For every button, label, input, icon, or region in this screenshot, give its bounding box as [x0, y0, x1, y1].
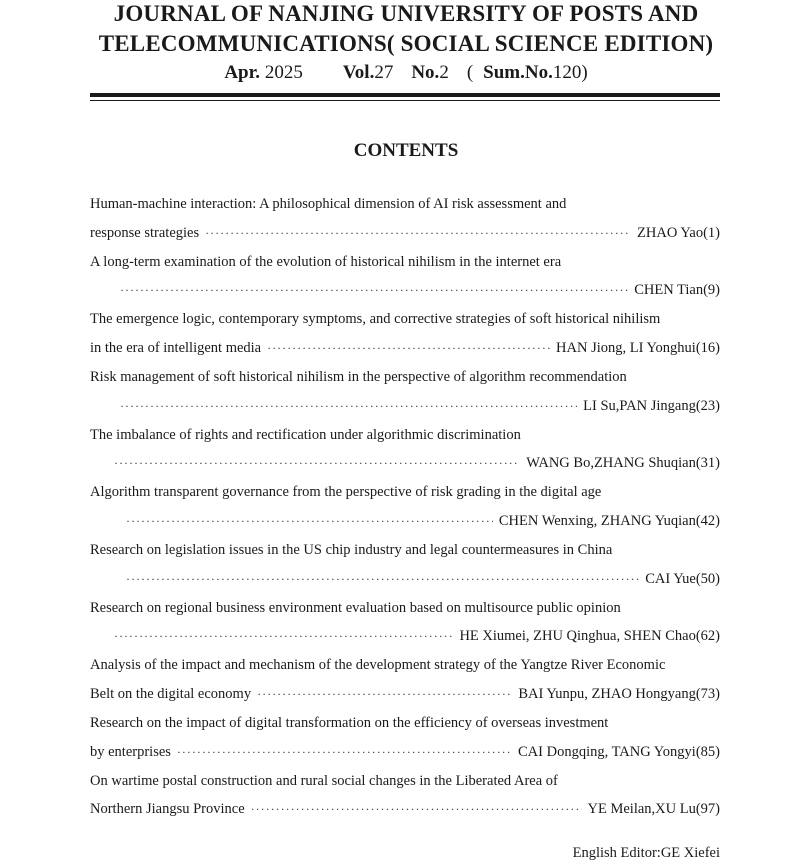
journal-title-line-2: TELECOMMUNICATIONS( SOCIAL SCIENCE EDITION) — [98, 31, 714, 56]
toc-entry-authors: CAI Yue(50) — [645, 571, 720, 587]
toc-entry-authors: LI Su,PAN Jingang(23) — [583, 398, 720, 414]
toc-entry-authors: CHEN Wenxing, ZHANG Yuqian(42) — [498, 513, 720, 529]
toc-entry-authors: CHEN Tian(9) — [634, 282, 720, 298]
toc-entry-title[interactable]: Research on regional business environment evaluation based on multisource public opinion — [90, 600, 621, 616]
header-rule-thick — [90, 93, 720, 97]
toc-entry-title[interactable]: Algorithm transparent governance from the perspective of risk grading in the digital age — [90, 484, 602, 500]
toc-entry-authors: ZHAO Yao(1) — [637, 225, 720, 241]
toc-entry-authors: YE Meilan,XU Lu(97) — [587, 801, 720, 817]
issue-sum: 120 — [552, 62, 582, 83]
contents-heading: CONTENTS — [353, 140, 459, 161]
leader-dots — [126, 509, 493, 533]
toc-entry-line[interactable]: Northern Jiangsu Province ····· YE Meilan,XU Lu(97) — [90, 797, 720, 821]
toc-entry-line[interactable] — [90, 278, 720, 302]
toc-entry-title[interactable]: On wartime postal construction and rural social changes in the Liberated Area of — [90, 773, 558, 789]
issue-sum-label: Sum.No. — [483, 62, 553, 83]
issue-no-label: No. — [411, 62, 440, 83]
issue-sum-open: ( — [466, 62, 474, 83]
leader-dots — [120, 278, 628, 302]
toc-entry-title[interactable]: Human-machine interaction: A philosophical dimension of AI risk assessment and — [90, 196, 567, 212]
leader-dots — [126, 567, 639, 591]
issue-no: 2 — [439, 62, 449, 83]
issue-vol: 27 — [374, 62, 394, 83]
issue-info — [0, 60, 812, 86]
toc-entry-line[interactable] — [90, 567, 720, 591]
leader-dots — [257, 682, 512, 706]
issue-sum-close: ) — [581, 62, 588, 83]
toc-entry-authors: WANG Bo,ZHANG Shuqian(31) — [526, 455, 720, 471]
leader-dots — [177, 740, 512, 764]
leader-dots — [114, 624, 453, 648]
toc-entry-authors: HE Xiumei, ZHU Qinghua, SHEN Chao(62) — [459, 628, 720, 644]
issue-year: 2025 — [264, 62, 303, 83]
issue-vol-label: Vol. — [342, 62, 375, 83]
leader-dots — [267, 336, 550, 360]
toc-entry-authors: HAN Jiong, LI Yonghui(16) — [556, 340, 720, 356]
leader-dots — [114, 451, 520, 475]
leader-dots — [120, 394, 577, 418]
toc-entry-line[interactable] — [90, 624, 720, 648]
toc-entry-title[interactable]: Research on the impact of digital transformation on the efficiency of overseas investment — [90, 715, 609, 731]
leader-dots — [251, 797, 582, 821]
toc-entry-title[interactable]: The emergence logic, contemporary symptoms, and corrective strategies of soft historical nihilism — [90, 311, 661, 327]
toc-entry-line[interactable] — [90, 509, 720, 533]
issue-month: Apr. — [224, 62, 261, 83]
leader-dots — [205, 221, 631, 245]
toc-entry-line[interactable] — [90, 394, 720, 418]
header-rule-thin — [90, 100, 720, 101]
journal-title-line-1: JOURNAL OF NANJING UNIVERSITY OF POSTS AND — [113, 1, 699, 26]
toc-entry-line[interactable]: response strategies ····· ZHAO Yao(1) — [90, 221, 720, 245]
english-editor-credit: English Editor:GE Xiefei — [572, 845, 720, 861]
toc-entry-title[interactable]: A long-term examination of the evolution of historical nihilism in the internet era — [90, 254, 562, 270]
toc-entry-line[interactable] — [90, 451, 720, 475]
toc-entry-authors: CAI Dongqing, TANG Yongyi(85) — [518, 744, 720, 760]
toc-entry-line[interactable]: in the era of intelligent media ····· HAN Jiong, LI Yonghui(16) — [90, 336, 720, 360]
toc-entry-title[interactable]: Research on legislation issues in the US chip industry and legal countermeasures in China — [90, 542, 613, 558]
toc-entry-line[interactable]: by enterprises ····· CAI Dongqing, TANG Yongyi(85) — [90, 740, 720, 764]
toc-entry-title[interactable]: Risk management of soft historical nihilism in the perspective of algorithm recommendation — [90, 369, 627, 385]
toc-entry-authors: BAI Yunpu, ZHAO Hongyang(73) — [518, 686, 720, 702]
toc-entry-title[interactable]: Analysis of the impact and mechanism of the development strategy of the Yangtze River Economic — [90, 657, 666, 673]
toc-entry-title[interactable]: The imbalance of rights and rectification under algorithmic discrimination — [90, 427, 521, 443]
toc-entry-line[interactable]: Belt on the digital economy ····· BAI Yunpu, ZHAO Hongyang(73) — [90, 682, 720, 706]
